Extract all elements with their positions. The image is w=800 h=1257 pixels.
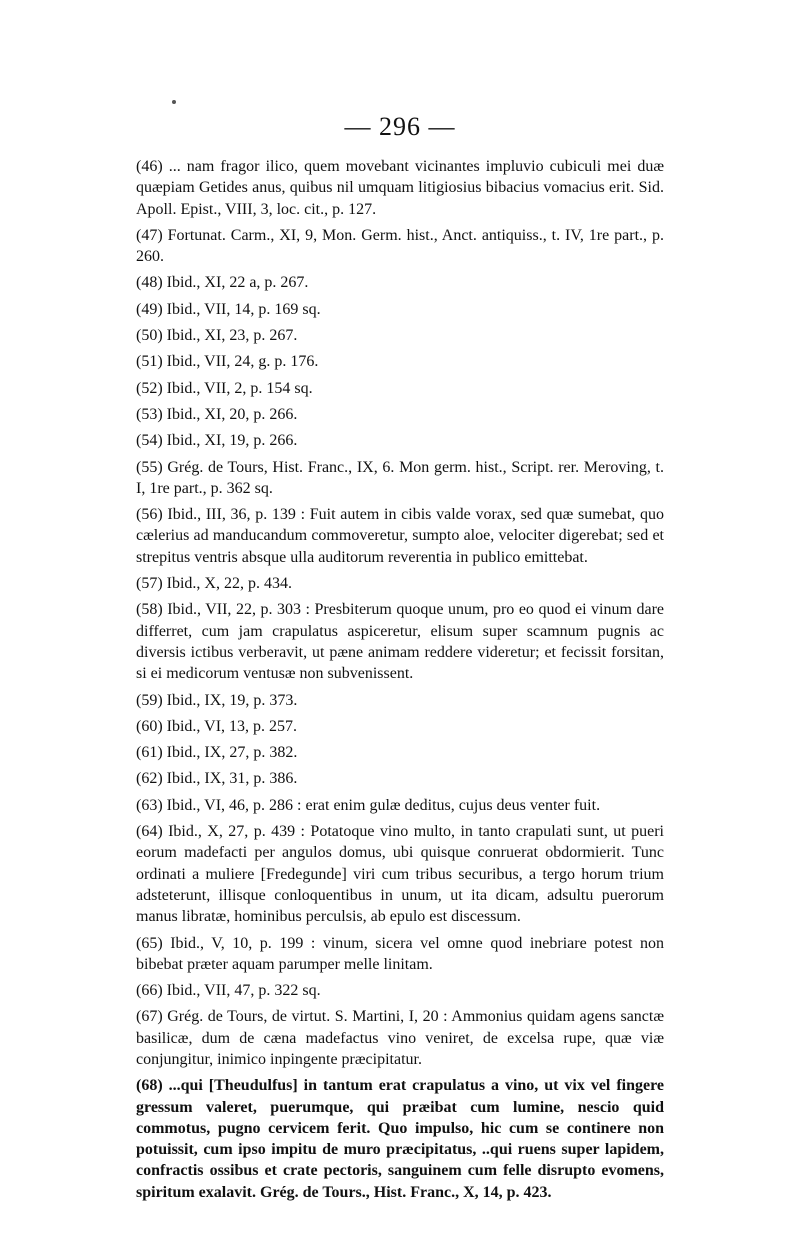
footnote-text: Ibid., VII, 2, p. 154 sq. <box>166 379 313 397</box>
footnote-text: Ibid., XI, 23, p. 267. <box>166 327 298 345</box>
footnote-54 <box>136 430 664 451</box>
footnote-number: (52) <box>136 379 163 397</box>
footnote-68 <box>136 1075 664 1203</box>
footnote-text: Ibid., IX, 19, p. 373. <box>166 691 298 709</box>
footnote-number: (65) <box>136 934 163 952</box>
footnote-text: Ibid., X, 22, p. 434. <box>166 575 292 593</box>
footnote-number: (62) <box>136 770 163 788</box>
footnote-text: Grég. de Tours, de virtut. S. Martini, I, 20 : Ammonius quidam agens sanctæ basilicæ, dum de cæna madefactus vino veniret, de excelsa rupe, quæ viæ conjungitur, inimico inpingente præcipitatur. <box>136 1008 665 1068</box>
footnote-text: Ibid., VII, 14, p. 169 sq. <box>166 300 321 318</box>
footnote-text: Grég. de Tours, Hist. Franc., IX, 6. Mon germ. hist., Script. rer. Meroving, t. I, 1re part., p. 362 sq. <box>136 458 665 497</box>
footnote-number: (47) <box>136 226 163 244</box>
footnote-49 <box>136 299 664 320</box>
footnote-text: Ibid., VII, 22, p. 303 : Presbiterum quoque unum, pro eo quod ei vinum dare differret, cum jam crapulatus aspiceretur, elisum super scamnum pugnis ac diversis ictibus verberavit, ut pæne animam reddere videretur; et fecissit forsitan, si ei medicorum ventusæ non subvenissent. <box>136 601 665 683</box>
footnote-text: Fortunat. Carm., XI, 9, Mon. Germ. hist., Anct. antiquiss., t. IV, 1re part., p. 260. <box>136 226 664 266</box>
footnote-59 <box>136 690 664 711</box>
footnote-number: (51) <box>136 353 163 371</box>
footnote-text: Ibid., XI, 22 a, p. 267. <box>166 274 309 292</box>
ink-speck <box>172 100 176 104</box>
footnote-text: Ibid., X, 27, p. 439 : Potatoque vino multo, in tanto crapulati sunt, ut pueri eorum madefacti per angulos domus, ubi quisque conruerat obdormierit. Tunc ordinati a muliere [Fredegunde] viri cum tribus securibus, a tergo horum trium adsteterunt, illisque conloquentibus in unum, ut ita dicam, adsultu puerorum manus libratæ, hominibus perculsis, ab epulo est discessum. <box>136 823 665 926</box>
footnote-number: (48) <box>136 274 163 292</box>
footnote-number: (53) <box>136 405 163 423</box>
footnote-52 <box>136 378 664 399</box>
footnote-66 <box>136 980 664 1001</box>
footnote-number: (64) <box>136 823 163 841</box>
footnote-number: (50) <box>136 327 163 345</box>
footnote-number: (63) <box>136 796 163 814</box>
footnote-64 <box>136 821 664 927</box>
footnote-65 <box>136 933 664 976</box>
page-number: — 296 — <box>344 112 456 141</box>
footnote-text: Ibid., IX, 31, p. 386. <box>166 770 298 788</box>
footnote-number: (61) <box>136 744 163 762</box>
footnote-60 <box>136 716 664 737</box>
footnote-number: (54) <box>136 432 163 450</box>
footnote-48 <box>136 272 664 293</box>
footnote-text: Ibid., IX, 27, p. 382. <box>166 744 298 762</box>
footnote-53 <box>136 404 664 425</box>
footnote-46 <box>136 156 664 220</box>
footnote-number: (66) <box>136 982 163 1000</box>
footnote-number: (56) <box>136 506 163 524</box>
footnote-text: Ibid., VII, 24, g. p. 176. <box>166 353 319 371</box>
footnote-text: Ibid., VII, 47, p. 322 sq. <box>166 982 321 1000</box>
footnote-text: Ibid., XI, 19, p. 266. <box>166 432 298 450</box>
footnote-text: Ibid., III, 36, p. 139 : Fuit autem in cibis valde vorax, sed quæ sumebat, quo cælerius ad manducandum commoveretur, sumpto aloe, velociter digerebat; sed et strepitus ventris absque ulla auditorum reverentia in publico emittebat. <box>136 506 664 566</box>
footnote-number: (67) <box>136 1008 163 1026</box>
footnote-number: (49) <box>136 300 163 318</box>
footnotes-list <box>136 156 664 1208</box>
footnote-number: (68) <box>136 1077 163 1095</box>
footnote-text: Ibid., VI, 13, p. 257. <box>166 717 298 735</box>
footnote-number: (57) <box>136 575 163 593</box>
footnote-text: Ibid., VI, 46, p. 286 : erat enim gulæ deditus, cujus deus venter fuit. <box>166 796 601 814</box>
footnote-55 <box>136 457 664 500</box>
footnote-number: (60) <box>136 717 163 735</box>
footnote-number: (58) <box>136 601 163 619</box>
footnote-67 <box>136 1006 664 1070</box>
footnote-text: Ibid., XI, 20, p. 266. <box>166 405 298 423</box>
footnote-number: (59) <box>136 691 163 709</box>
footnote-text: ...qui [Theudulfus] in tantum erat crapulatus a vino, ut vix vel fingere gressum valeret, puerumque, qui præibat cum lumine, nescio quid commotus, pugno cervicem ferit. Quo impulso, hic cum se continere non potuissit, cum ipso impitu de muro præcipitatus, ..qui ruens super lapidem, confractis ossibus et crate pectoris, sanguinem cum felle disrupto evomens, spiritum exalavit. Grég. de Tours., Hist. Franc., X, 14, p. 423. <box>136 1077 665 1201</box>
footnote-50 <box>136 325 664 346</box>
footnote-62 <box>136 768 664 789</box>
footnote-number: (46) <box>136 158 163 175</box>
footnote-56 <box>136 504 664 568</box>
footnote-51 <box>136 351 664 372</box>
footnote-58 <box>136 599 664 684</box>
footnote-number: (55) <box>136 458 163 476</box>
footnote-text: ... nam fragor ilico, quem movebant vicinantes impluvio cubiculi mei duæ quæpiam Getides anus, quibus nil umquam litigiosius bibacius vomacius erit. Sid. Apoll. Epist., VIII, 3, loc. cit., p. 127. <box>136 158 665 218</box>
footnote-text: Ibid., V, 10, p. 199 : vinum, sicera vel omne quod inebriare potest non bibebat præter aquam parumper melle linitam. <box>136 934 665 973</box>
footnote-61 <box>136 742 664 763</box>
footnote-47 <box>136 225 664 268</box>
footnote-63 <box>136 795 664 816</box>
footnote-57 <box>136 573 664 594</box>
